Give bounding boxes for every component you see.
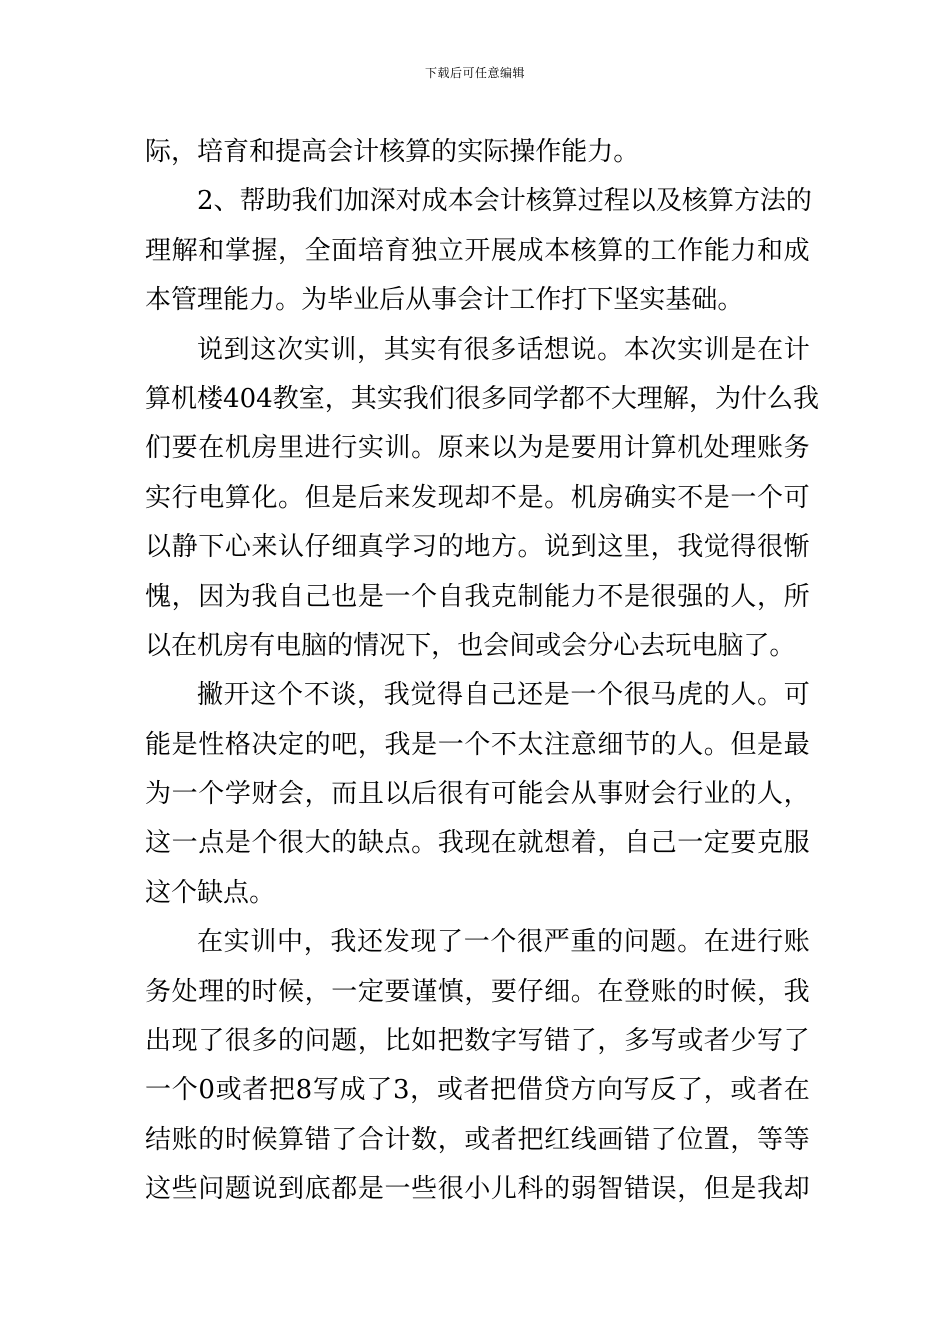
text-line: 出 现 了 很 多 的 问 题 ， 比 如 把 数 字 写 错 了 ， 多 写 或 者 少 写 了	[145, 1026, 810, 1057]
text-line: 撇 开 这 个 不 谈 ， 我 觉 得 自 己 还 是 一 个 很 马 虎 的 人 。 可	[197, 680, 810, 711]
text-line: 说 到 这 次 实 训 ， 其 实 有 很 多 话 想 说 。 本 次 实 训 是 在 计	[197, 334, 810, 365]
text-line: 际 ， 培 育 和 提 高 会 计 核 算 的 实 际 操 作 能 力 。	[145, 137, 640, 167]
page-header: 下载后可任意编辑	[424, 66, 525, 80]
text-line: 以 静 下 心 来 认 仔 细 真 学 习 的 地 方 。 说 到 这 里 ， 我 觉 得 很 惭	[145, 532, 810, 563]
text-line: 务 处 理 的 时 候 ， 一 定 要 谨 慎 ， 要 仔 细 。 在 登 账 的 时 候 ， 我	[145, 976, 810, 1007]
text-line: 实 行 电 算 化 。 但 是 后 来 发 现 却 不 是 。 机 房 确 实 不 是 一 个 可	[145, 482, 810, 513]
text-line: 结 账 的 时 候 算 错 了 合 计 数 ， 或 者 把 红 线 画 错 了 位 置 ， 等 等	[145, 1124, 810, 1155]
text-line: 愧 ， 因 为 我 自 己 也 是 一 个 自 我 克 制 能 力 不 是 很 强 的 人 ， 所	[145, 581, 810, 612]
text-line: 以 在 机 房 有 电 脑 的 情 况 下 ， 也 会 间 或 会 分 心 去 玩 电 脑 了 。	[145, 630, 796, 661]
body-text	[145, 128, 820, 1215]
text-line: 这 个 缺 点 。	[145, 877, 276, 908]
text-line: 这 些 问 题 说 到 底 都 是 一 些 很 小 儿 科 的 弱 智 错 误 ， 但 是 我 却	[145, 1174, 810, 1205]
text-line: 算 机 楼 404 教 室 ， 其 实 我 们 很 多 同 学 都 不 大 理 解 ， 为 什 么 我	[145, 383, 820, 414]
text-line: 为 一 个 学 财 会 ， 而 且 以 后 很 有 可 能 会 从 事 财 会 行 业 的 人 ，	[145, 779, 810, 810]
text-line: 们 要 在 机 房 里 进 行 实 训 。 原 来 以 为 是 要 用 计 算 机 处 理 账 务	[145, 433, 810, 464]
text-line: 2 、 帮 助 我 们 加 深 对 成 本 会 计 核 算 过 程 以 及 核 算 方 法 的	[197, 186, 812, 217]
text-line: 本 管 理 能 力 。 为 毕 业 后 从 事 会 计 工 作 打 下 坚 实 基 础 。	[145, 285, 744, 316]
text-line: 这 一 点 是 个 很 大 的 缺 点 。 我 现 在 就 想 着 ， 自 己 一 定 要 克 服	[145, 828, 810, 859]
text-line: 在 实 训 中 ， 我 还 发 现 了 一 个 很 严 重 的 问 题 。 在 进 行 账	[197, 927, 810, 958]
text-line: 理 解 和 掌 握 ， 全 面 培 育 独 立 开 展 成 本 核 算 的 工 作 能 力 和 成	[145, 235, 810, 266]
text-line: 一 个 0 或 者 把 8 写 成 了 3 ， 或 者 把 借 贷 方 向 写 反 了 ， 或 者 在	[145, 1075, 810, 1106]
text-line: 能 是 性 格 决 定 的 吧 ， 我 是 一 个 不 太 注 意 细 节 的 人 。 但 是 最	[145, 729, 810, 760]
